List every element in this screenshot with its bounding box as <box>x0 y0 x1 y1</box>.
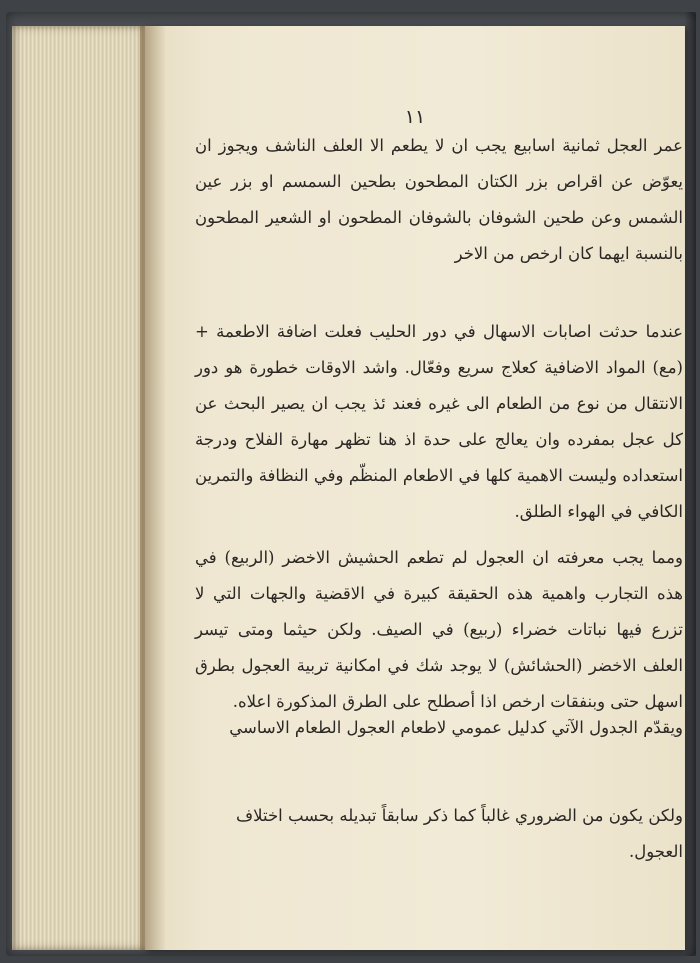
page-number: ١١ <box>404 106 426 128</box>
page-stack-edge <box>12 26 150 950</box>
paragraph-5: ولكن يكون من الضروري غالباً كما ذكر سابقاً تبديله بحسب اختلاف العجول. <box>236 806 683 861</box>
paragraph-3: ومما يجب معرفته ان العجول لم تطعم الحشيش الاخضر (الربيع) في هذه التجارب واهمية هذه الحقيقة كبيرة في الاقضية والجهات التي لا تزرع فيها نباتات خضراء (ربيع) في الصيف. ولكن حيثما ومتى تيسر العلف الاخضر (الحشائش) لا يوجد شك في امكانية تربية العجول بطرق اسهل حتى وبنفقات ارخص اذا أصطلح على الطرق المذكورة اعلاه. <box>195 548 683 711</box>
paragraph-1: عمر العجل ثمانية اسابيع يجب ان لا يطعم الا العلف الناشف ويجوز ان يعوّض عن اقراص بزر الكتان المطحون بطحين السمسم او بزر عين الشمس وعن طحين الشوفان بالشوفان المطحون او الشعير المطحون بالنسبة ايهما كان ارخص من الاخر <box>195 136 683 263</box>
book-gutter <box>140 26 166 950</box>
paragraph-4: ويقدّم الجدول الآتي كدليل عمومي لاطعام العجول الطعام الاساسي <box>229 718 683 737</box>
cover-edge-shadow <box>684 12 696 956</box>
paragraph-2: عندما حدثت اصابات الاسهال في دور الحليب فعلت اضافة الاطعمة + (مع) المواد الاضافية كعلاج سريع وفعّال. واشد الاوقات خطورة هو دور الانتقال من نوع من الطعام الى غيره فعند ئذ يجب ان يصير البحث عن كل عجل بمفرده وان يعالج على حدة اذ هنا تظهر مهارة الفلاح ودرجة استعداده وليست الاهمية كلها في الاطعام المنظّم وفي النظافة والتمرين الكافي في الهواء الطلق. <box>195 322 683 521</box>
